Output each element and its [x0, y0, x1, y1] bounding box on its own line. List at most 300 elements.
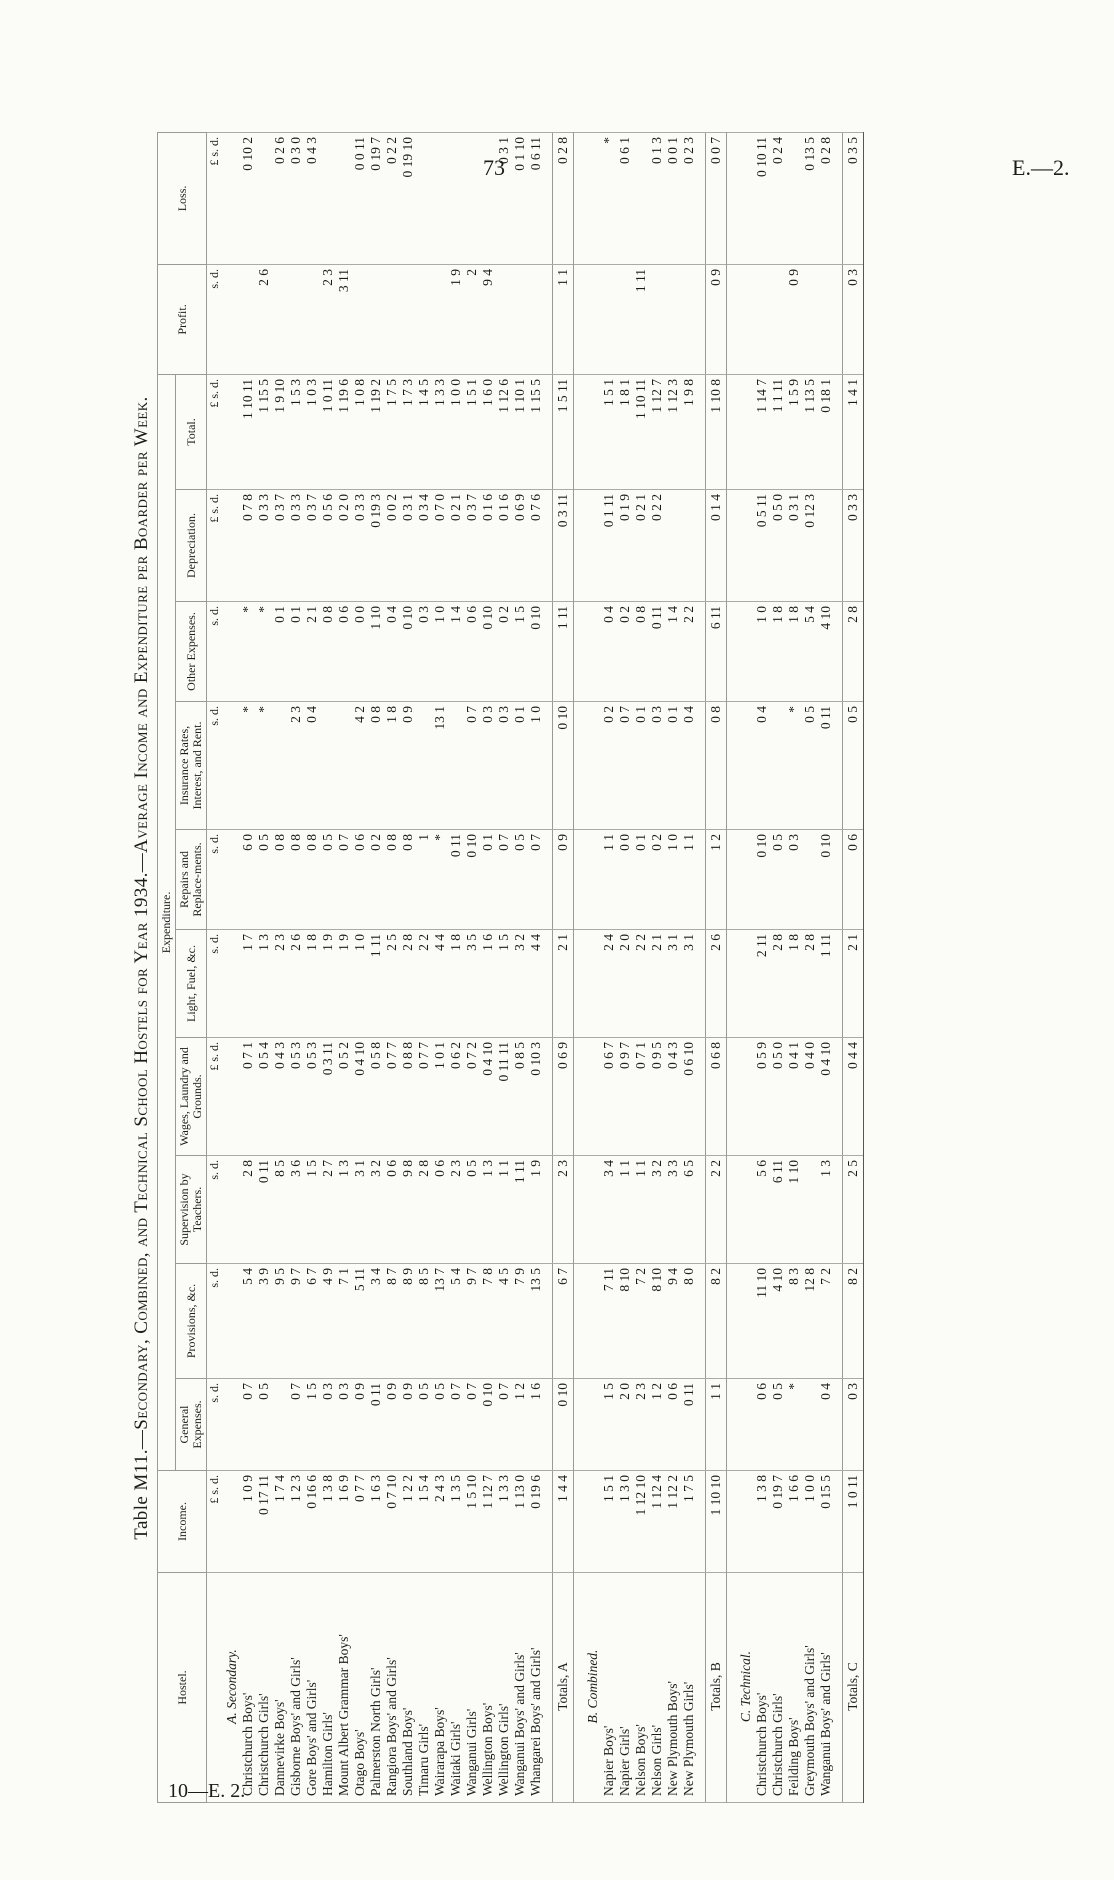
value-cell: 0 10: [400, 602, 416, 702]
value-cell: 0 3 7: [304, 490, 320, 602]
empty-cell: [221, 602, 240, 702]
value-cell: 8 3: [786, 1264, 802, 1379]
value-cell: 1 7: [240, 930, 256, 1038]
value-cell: 0 1: [665, 702, 681, 830]
value-cell: 0 7: [464, 1379, 480, 1471]
value-cell: 7 1: [336, 1264, 352, 1379]
value-cell: 0 6: [352, 830, 368, 930]
empty-cell: [574, 1379, 583, 1471]
value-cell: 1 12 7: [649, 374, 665, 489]
table-row: [288, 132, 304, 1802]
empty-cell: [574, 132, 583, 264]
section-row: [735, 132, 754, 1802]
value-cell: 2 2: [681, 602, 697, 702]
value-cell: 0 12 3: [802, 490, 818, 602]
value-cell: 2 3: [320, 264, 336, 374]
unit-label: s. d.: [207, 930, 222, 1038]
value-cell: 1 11: [633, 264, 649, 374]
hostel-name: Waitaki Girls': [448, 1573, 464, 1803]
value-cell: 0 2: [368, 830, 384, 930]
empty-cell: [582, 1379, 601, 1471]
value-cell: 1 11: [368, 930, 384, 1038]
table-row: [240, 132, 256, 1802]
empty-cell: [221, 1471, 240, 1573]
value-cell: 0 10: [528, 602, 544, 702]
total-cell: 1 10 8: [706, 374, 727, 489]
value-cell: 1 0 9: [240, 1471, 256, 1573]
value-cell: 0 5: [512, 830, 528, 930]
value-cell: 2 3: [633, 1379, 649, 1471]
empty-cell: [544, 264, 553, 374]
value-cell: 0 6: [432, 1156, 448, 1264]
totals-row: [706, 132, 727, 1802]
table-row: [432, 132, 448, 1802]
total-cell: 0 6 9: [553, 1038, 574, 1156]
value-cell: 3 3: [665, 1156, 681, 1264]
hostel-name: Wellington Girls': [496, 1573, 512, 1803]
table-row: [464, 132, 480, 1802]
col-header-profit: Profit.: [158, 264, 207, 374]
hostel-name: New Plymouth Boys': [665, 1573, 681, 1803]
empty-cell: [834, 930, 843, 1038]
section-row: [582, 132, 601, 1802]
empty-cell: [735, 1038, 754, 1156]
hostel-name: New Plymouth Girls': [681, 1573, 697, 1803]
value-cell: [480, 132, 496, 264]
value-cell: 0 5 3: [304, 1038, 320, 1156]
empty-cell: [544, 1264, 553, 1379]
table-row: [352, 132, 368, 1802]
hostel-name: Hamilton Girls': [320, 1573, 336, 1803]
total-cell: 0 5: [843, 702, 864, 830]
table-row: [617, 132, 633, 1802]
value-cell: 0 2 6: [272, 132, 288, 264]
footer-signature: 10—E. 2.: [168, 1780, 246, 1802]
value-cell: [512, 264, 528, 374]
value-cell: 0 8 5: [512, 1038, 528, 1156]
value-cell: 5 4: [802, 602, 818, 702]
value-cell: 0 4 3: [272, 1038, 288, 1156]
total-cell: 0 3 11: [553, 490, 574, 602]
unit-label: £ s. d.: [207, 374, 222, 489]
value-cell: 0 5 2: [336, 1038, 352, 1156]
value-cell: 0 3 1: [400, 490, 416, 602]
empty-cell: [221, 702, 240, 830]
empty-cell: [727, 374, 736, 489]
value-cell: 1 19 2: [368, 374, 384, 489]
value-cell: 0 7: [617, 702, 633, 830]
total-cell: 1 2: [706, 830, 727, 930]
empty-cell: [221, 830, 240, 930]
value-cell: 1 9: [320, 930, 336, 1038]
table-row: [400, 132, 416, 1802]
value-cell: 2 11: [754, 930, 770, 1038]
hostel-name: Southland Boys': [400, 1573, 416, 1803]
value-cell: 0 15 5: [818, 1471, 834, 1573]
value-cell: [272, 702, 288, 830]
value-cell: 0 2 2: [649, 490, 665, 602]
hostel-name: Napier Boys': [601, 1573, 617, 1803]
value-cell: 0 10 3: [528, 1038, 544, 1156]
empty-cell: [574, 264, 583, 374]
hostel-name: Christchurch Girls': [770, 1573, 786, 1803]
empty-cell: [727, 1038, 736, 1156]
value-cell: 3 2: [512, 930, 528, 1038]
empty-cell: [582, 930, 601, 1038]
value-cell: 0 4: [384, 602, 400, 702]
value-cell: 0 6: [336, 602, 352, 702]
hostel-name: Nelson Boys': [633, 1573, 649, 1803]
col-header-wages: Wages, Laundry and Grounds.: [176, 1038, 207, 1156]
empty-cell: [697, 1379, 706, 1471]
value-cell: 1 11: [818, 930, 834, 1038]
total-cell: 0 4 4: [843, 1038, 864, 1156]
hostel-name: Christchurch Boys': [240, 1573, 256, 1803]
table-row: [754, 132, 770, 1802]
value-cell: 0 3 1: [496, 132, 512, 264]
value-cell: *: [240, 602, 256, 702]
value-cell: 0 3: [649, 702, 665, 830]
value-cell: 5 4: [448, 1264, 464, 1379]
value-cell: 0 10: [480, 1379, 496, 1471]
value-cell: *: [240, 702, 256, 830]
hostel-name: Christchurch Girls': [256, 1573, 272, 1803]
empty-cell: [221, 1379, 240, 1471]
value-cell: 0 1 3: [649, 132, 665, 264]
empty-cell: [727, 930, 736, 1038]
value-cell: 4 9: [320, 1264, 336, 1379]
value-cell: 0 0: [352, 602, 368, 702]
page-number: 73: [483, 155, 505, 180]
value-cell: [384, 264, 400, 374]
value-cell: 1 12 4: [649, 1471, 665, 1573]
unit-label: s. d.: [207, 1156, 222, 1264]
value-cell: 3 6: [288, 1156, 304, 1264]
value-cell: 0 16 6: [304, 1471, 320, 1573]
value-cell: 0 7: [288, 1379, 304, 1471]
table-row: [633, 132, 649, 1802]
value-cell: [601, 264, 617, 374]
table-row: [384, 132, 400, 1802]
empty-cell: [727, 132, 736, 264]
total-cell: 2 1: [843, 930, 864, 1038]
value-cell: 0 4 10: [352, 1038, 368, 1156]
empty-cell: [582, 1471, 601, 1573]
value-cell: [528, 264, 544, 374]
total-cell: 0 3 5: [843, 132, 864, 264]
value-cell: 1 5 1: [464, 374, 480, 489]
value-cell: 1 5 1: [601, 374, 617, 489]
value-cell: 0 1 10: [512, 132, 528, 264]
empty-cell: [727, 1264, 736, 1379]
value-cell: [681, 490, 697, 602]
value-cell: 1 9: [448, 264, 464, 374]
unit-label: £ s. d.: [207, 490, 222, 602]
total-cell: 2 8: [843, 602, 864, 702]
value-cell: 7 11: [601, 1264, 617, 1379]
empty-cell: [697, 374, 706, 489]
value-cell: 2 8: [400, 930, 416, 1038]
empty-cell: [574, 1471, 583, 1573]
value-cell: 1 10 1: [512, 374, 528, 489]
empty-cell: [544, 702, 553, 830]
value-cell: 8 9: [400, 1264, 416, 1379]
value-cell: 11 10: [754, 1264, 770, 1379]
value-cell: 1 5 3: [288, 374, 304, 489]
value-cell: 6 0: [240, 830, 256, 930]
value-cell: 7 8: [480, 1264, 496, 1379]
value-cell: 0 5 3: [288, 1038, 304, 1156]
empty-cell: [727, 1573, 736, 1803]
value-cell: 6 7: [304, 1264, 320, 1379]
value-cell: 0 2 0: [336, 490, 352, 602]
value-cell: 0 7: [240, 1379, 256, 1471]
value-cell: 0 2: [601, 702, 617, 830]
value-cell: 2 8: [416, 1156, 432, 1264]
hostel-name: Rangiora Boys' and Girls': [384, 1573, 400, 1803]
value-cell: [633, 132, 649, 264]
spacer-row: [574, 132, 583, 1802]
value-cell: 0 2: [649, 830, 665, 930]
value-cell: 13 1: [432, 702, 448, 830]
empty-cell: [582, 702, 601, 830]
value-cell: 0 10: [464, 830, 480, 930]
value-cell: [416, 132, 432, 264]
section-row: [221, 132, 240, 1802]
empty-cell: [735, 1471, 754, 1573]
empty-cell: [735, 1156, 754, 1264]
value-cell: [786, 132, 802, 264]
value-cell: 0 4: [681, 702, 697, 830]
value-cell: 0 8: [400, 830, 416, 930]
value-cell: 0 7: [448, 1379, 464, 1471]
total-cell: 2 3: [553, 1156, 574, 1264]
value-cell: 1 13 5: [802, 374, 818, 489]
empty-cell: [834, 1156, 843, 1264]
value-cell: 0 7: [528, 830, 544, 930]
empty-cell: [574, 602, 583, 702]
value-cell: *: [786, 702, 802, 830]
value-cell: [416, 702, 432, 830]
value-cell: 0 9: [400, 1379, 416, 1471]
value-cell: 1 0 3: [304, 374, 320, 489]
col-header-loss: Loss.: [158, 132, 207, 264]
value-cell: [802, 1379, 818, 1471]
total-cell: 0 9: [706, 264, 727, 374]
empty-cell: [221, 930, 240, 1038]
empty-cell: [544, 1471, 553, 1573]
empty-cell: [697, 830, 706, 930]
value-cell: 1 10 11: [633, 374, 649, 489]
value-cell: 0 11: [649, 602, 665, 702]
value-cell: 2 6: [288, 930, 304, 1038]
total-cell: 2 2: [706, 1156, 727, 1264]
value-cell: 1 5 1: [601, 1471, 617, 1573]
value-cell: [432, 132, 448, 264]
hostel-name: Wanganui Boys' and Girls': [818, 1573, 834, 1803]
empty-cell: [221, 1156, 240, 1264]
hostel-name: Greymouth Boys' and Girls': [802, 1573, 818, 1803]
empty-cell: [727, 1156, 736, 1264]
value-cell: 0 9: [786, 264, 802, 374]
value-cell: 2: [464, 264, 480, 374]
empty-cell: [697, 1156, 706, 1264]
value-cell: 0 18 1: [818, 374, 834, 489]
value-cell: 0 7 7: [384, 1038, 400, 1156]
total-cell: 0 1 4: [706, 490, 727, 602]
value-cell: 3 4: [601, 1156, 617, 1264]
totals-row: [553, 132, 574, 1802]
empty-cell: [697, 490, 706, 602]
value-cell: 0 4: [601, 602, 617, 702]
value-cell: 3 4: [368, 1264, 384, 1379]
hostel-name: Wairarapa Boys': [432, 1573, 448, 1803]
empty-cell: [544, 602, 553, 702]
empty-cell: [697, 702, 706, 830]
value-cell: 1 15 5: [256, 374, 272, 489]
value-cell: 1 3 5: [448, 1471, 464, 1573]
hostel-name: Timaru Girls': [416, 1573, 432, 1803]
empty-cell: [574, 1264, 583, 1379]
value-cell: 0 3 4: [416, 490, 432, 602]
total-cell: 1 4 4: [553, 1471, 574, 1573]
value-cell: *: [256, 602, 272, 702]
value-cell: 0 10: [480, 602, 496, 702]
value-cell: 0 9: [384, 1379, 400, 1471]
col-header-income: Income.: [158, 1471, 207, 1573]
table-row: [480, 132, 496, 1802]
hostel-name: Dannevirke Boys': [272, 1573, 288, 1803]
value-cell: 1 0 0: [802, 1471, 818, 1573]
value-cell: [681, 264, 697, 374]
hostel-name: Napier Girls': [617, 1573, 633, 1803]
value-cell: 13 5: [528, 1264, 544, 1379]
empty-cell: [834, 264, 843, 374]
value-cell: 0 17 11: [256, 1471, 272, 1573]
value-cell: 1 1: [496, 1156, 512, 1264]
total-cell: 1 5 11: [553, 374, 574, 489]
value-cell: [770, 702, 786, 830]
value-cell: 0 8: [288, 830, 304, 930]
table-row: [496, 132, 512, 1802]
empty-cell: [834, 1573, 843, 1803]
value-cell: 1 8: [770, 602, 786, 702]
value-cell: 0 5 9: [754, 1038, 770, 1156]
empty-cell: [834, 1038, 843, 1156]
value-cell: 0 7 10: [384, 1471, 400, 1573]
value-cell: 1 6 3: [368, 1471, 384, 1573]
value-cell: 6 11: [770, 1156, 786, 1264]
totals-label: Totals, B: [706, 1573, 727, 1803]
table-row: [304, 132, 320, 1802]
empty-cell: [582, 264, 601, 374]
value-cell: 7 2: [633, 1264, 649, 1379]
value-cell: 1 2 3: [288, 1471, 304, 1573]
value-cell: 0 4 1: [786, 1038, 802, 1156]
value-cell: 0 1: [272, 602, 288, 702]
hostel-name: Wellington Boys': [480, 1573, 496, 1803]
value-cell: 0 5: [256, 1379, 272, 1471]
totals-row: [843, 132, 864, 1802]
total-cell: 0 3: [843, 264, 864, 374]
value-cell: [400, 264, 416, 374]
value-cell: 3 5: [464, 930, 480, 1038]
value-cell: 8 5: [272, 1156, 288, 1264]
value-cell: *: [432, 830, 448, 930]
value-cell: 3 11: [336, 264, 352, 374]
value-cell: 0 1 11: [601, 490, 617, 602]
empty-cell: [727, 1379, 736, 1471]
value-cell: 1 0: [352, 930, 368, 1038]
value-cell: 1 5 10: [464, 1471, 480, 1573]
value-cell: 0 1 6: [480, 490, 496, 602]
table-row: [665, 132, 681, 1802]
col-header-total: Total.: [176, 374, 207, 489]
empty-cell: [735, 930, 754, 1038]
value-cell: 1 8: [384, 702, 400, 830]
value-cell: 1 0: [754, 602, 770, 702]
table-row: [601, 132, 617, 1802]
value-cell: 0 3 3: [352, 490, 368, 602]
section-heading: C. Technical.: [735, 1573, 754, 1803]
value-cell: 5 11: [352, 1264, 368, 1379]
empty-cell: [544, 1038, 553, 1156]
value-cell: 1 1 11: [770, 374, 786, 489]
value-cell: 0 10: [754, 830, 770, 930]
value-cell: 7 2: [818, 1264, 834, 1379]
value-cell: 0 11 11: [496, 1038, 512, 1156]
value-cell: 0 2 1: [448, 490, 464, 602]
value-cell: 1 0: [528, 702, 544, 830]
value-cell: 0 1: [480, 830, 496, 930]
table-row: [681, 132, 697, 1802]
empty-cell: [727, 264, 736, 374]
value-cell: 0 1 9: [617, 490, 633, 602]
value-cell: 0 5: [416, 1379, 432, 1471]
hostel-name: Wanganui Boys' and Girls': [512, 1573, 528, 1803]
empty-cell: [834, 1264, 843, 1379]
empty-cell: [697, 1471, 706, 1573]
empty-cell: [582, 490, 601, 602]
table-row: [649, 132, 665, 1802]
value-cell: 1 0 8: [352, 374, 368, 489]
value-cell: 1 9: [528, 1156, 544, 1264]
hostel-name: Feilding Boys': [786, 1573, 802, 1803]
value-cell: 3 2: [649, 1156, 665, 1264]
value-cell: [288, 264, 304, 374]
value-cell: 2 2: [416, 930, 432, 1038]
value-cell: 2 0: [617, 930, 633, 1038]
value-cell: 0 3 3: [256, 490, 272, 602]
value-cell: 9 4: [665, 1264, 681, 1379]
value-cell: 0 2 3: [681, 132, 697, 264]
value-cell: 0 5: [770, 830, 786, 930]
empty-cell: [697, 602, 706, 702]
value-cell: 2 4 3: [432, 1471, 448, 1573]
value-cell: 0 4 0: [802, 1038, 818, 1156]
value-cell: 0 4: [754, 702, 770, 830]
hostel-name: Christchurch Boys': [754, 1573, 770, 1803]
value-cell: [320, 132, 336, 264]
col-header-depreciation: Depreciation.: [176, 490, 207, 602]
value-cell: 1 12 2: [665, 1471, 681, 1573]
value-cell: 0 11: [256, 1156, 272, 1264]
value-cell: 0 8: [633, 602, 649, 702]
value-cell: [352, 264, 368, 374]
value-cell: 0 19 10: [400, 132, 416, 264]
value-cell: [802, 264, 818, 374]
value-cell: [818, 264, 834, 374]
